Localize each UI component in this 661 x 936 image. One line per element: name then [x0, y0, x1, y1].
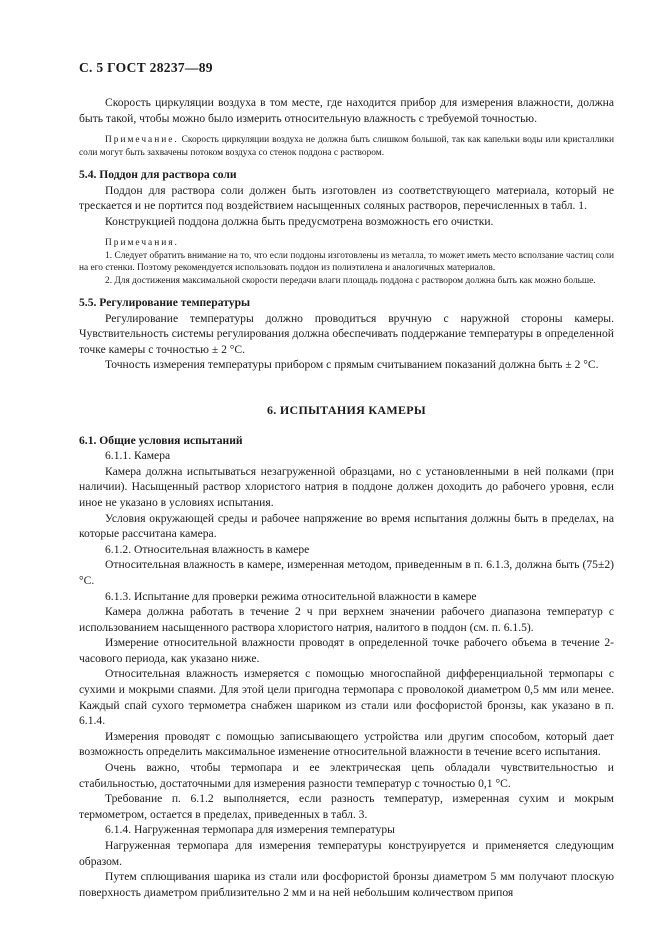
notes-label: Примечания. [105, 238, 179, 249]
subsection-6-1-3-paragraph-3: Относительная влажность измеряется с помощью многоспайной дифференциальной термопары с сухими и мокрыми спаями. Для этой цели пригодна термопара с проволокой диаметром 0,5 мм или менее. Каждый спай сухого термометра снабжен шариком из стали или фосфористой бронзы, как указано в п. 6.1.4. [79, 667, 614, 728]
subsection-6-1-4-paragraph-1: Нагруженная термопара для измерения температуры конструируется и применяется следующим образом. [79, 839, 614, 868]
subsection-6-1-3-paragraph-5: Очень важно, чтобы термопара и ее электрическая цепь обладали чувствительностью и стабильностью, достаточными для измерения разности температур с точностью 0,1 °С. [79, 761, 614, 790]
subsection-6-1-3-paragraph-6: Требование п. 6.1.2 выполняется, если разность температур, измеренная сухим и мокрым термометром, остается в пределах, приведенных в табл. 3. [79, 792, 614, 821]
subsection-6-1-4-heading: 6.1.4. Нагруженная термопара для измерения температуры [105, 823, 395, 837]
subsection-6-1-3-paragraph-2: Измерение относительной влажности проводят в определенной точке рабочего объема в течение 2-часового периода, как указано ниже. [79, 636, 614, 665]
subsection-6-1-2-heading: 6.1.2. Относительная влажность в камере [105, 542, 310, 556]
section-5-4-paragraph-2: Конструкцией поддона должна быть предусмотрена возможность его очистки. [105, 214, 494, 228]
note-label: Примечание. [105, 135, 179, 146]
section-6-title: 6. ИСПЫТАНИЯ КАМЕРЫ [266, 402, 427, 417]
subsection-6-1-4-paragraph-2: Путем сплющивания шарика из стали или фосфористой бронзы диаметром 5 мм получают плоскую поверхность диаметром приблизительно 2 мм и на ней небольшим количеством припоя [79, 870, 614, 899]
paragraph-air-circulation: Скорость циркуляции воздуха в том месте, где находится прибор для измерения влажности, должна быть такой, чтобы можно было измерить относительную влажность с требуемой точностью. [79, 96, 614, 125]
subsection-6-1-3-paragraph-1: Камера должна работать в течение 2 ч при верхнем значении рабочего диапазона температур с использованием насыщенного раствора хлористого натрия, налитого в поддон (см. п. 6.1.5). [79, 605, 614, 634]
document-body [79, 95, 614, 900]
subsection-6-1-3-heading: 6.1.3. Испытание для проверки режима относительной влажности в камере [105, 589, 477, 603]
notes-tray [79, 237, 614, 287]
section-5-5-paragraph-1: Регулирование температуры должно проводиться вручную с наружной стороны камеры. Чувствительность системы регулирования должна обеспечивать поддержание температуры в определенной точке камеры с точностью ± 2 °С. [79, 311, 614, 356]
note-item-2: 2. Для достижения максимальной скорости передачи влаги площадь поддона с раствором должна быть как можно больше. [105, 275, 596, 286]
section-5-4-title: 5.4. Поддон для раствора соли [79, 168, 237, 181]
page-header: С. 5 ГОСТ 28237—89 [79, 60, 213, 75]
subsection-6-1-3-paragraph-4: Измерения проводят с помощью записывающего устройства или другим способом, который дает возможность определить максимальное изменение относительной влажности в течение всего испытания. [79, 729, 614, 759]
subsection-6-1-1-paragraph-2: Условия окружающей среды и рабочее напряжение во время испытания должны быть в пределах, на которые рассчитана камера. [79, 511, 614, 541]
note-text: Скорость циркуляции воздуха не должна быть слишком большой, так как капельки воды или кристаллики соли могут быть захвачены потоком воздуха со стенок поддона с раствором. [79, 135, 614, 158]
section-5-5-title: 5.5. Регулирование температуры [79, 296, 251, 309]
section-6-1-title: 6.1. Общие условия испытаний [79, 433, 243, 447]
note-item-1: 1. Следует обратить внимание на то, что если поддоны изготовлены из металла, то может иметь место всползание частиц соли на его стенки. Поэтому рекомендуется использовать поддон из полиэтилена и аналогичных материалов. [79, 250, 614, 274]
note-air-circulation [79, 134, 614, 159]
subsection-6-1-2-paragraph: Относительная влажность в камере, измеренная методом, приведенным в п. 6.1.3, должна быть (75±2) °С. [79, 558, 614, 587]
section-5-5-paragraph-2: Точность измерения температуры прибором с прямым считыванием показаний должна быть ± 2 °С. [105, 358, 599, 372]
subsection-6-1-1-paragraph-1: Камера должна испытываться незагруженной образцами, но с установленными в ней полками (при наличии). Насыщенный раствор хлористого натрия в поддоне должен доходить до рабочего уровня, если иное не указано в условиях испытания. [79, 464, 614, 509]
subsection-6-1-1-heading: 6.1.1. Камера [105, 449, 171, 463]
section-5-4-paragraph-1: Поддон для раствора соли должен быть изготовлен из соответствующего материала, который не трескается и не портится под воздействием насыщенных соляных растворов, перечисленных в табл. 1. [79, 183, 614, 213]
